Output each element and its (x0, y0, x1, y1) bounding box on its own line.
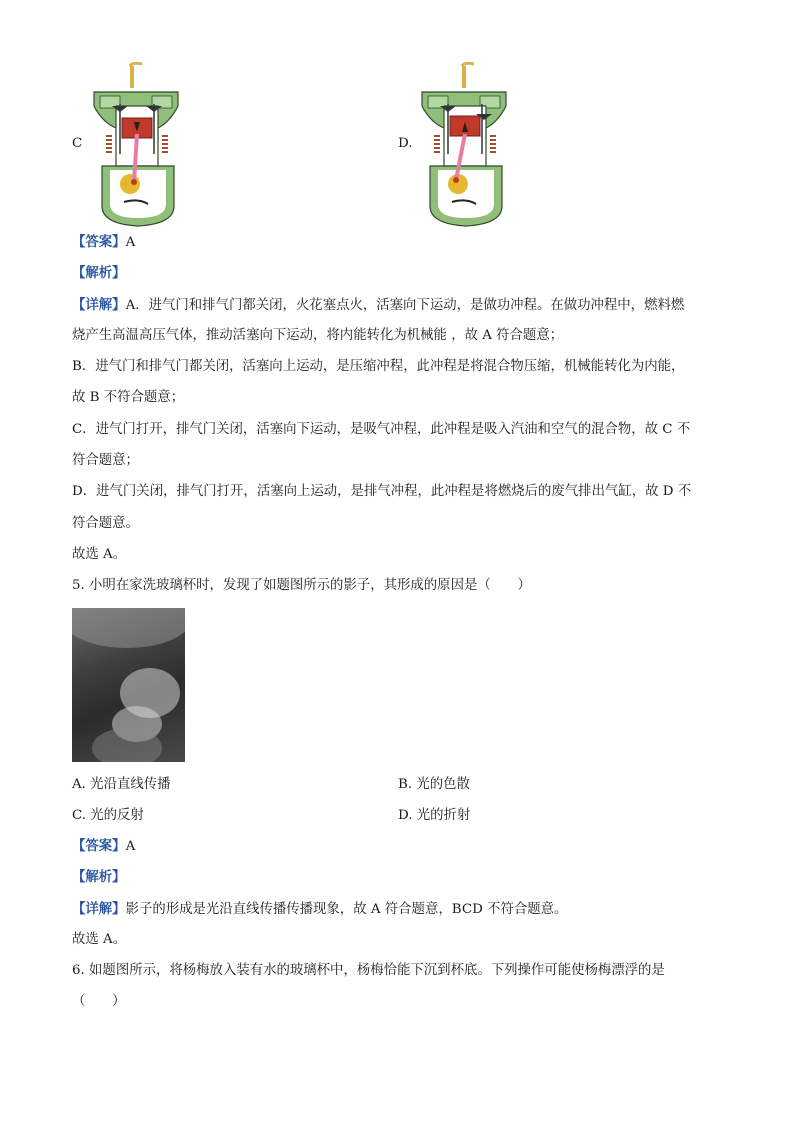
q4-text-line: D．进气门关闭，排气门打开，活塞向上运动，是排气冲程，此冲程是将燃烧后的废气排出气缸，故 D 不 (72, 484, 692, 499)
q4-answer-tag: 【答案】 (72, 234, 126, 250)
q5-answer-tag: 【答案】 (72, 838, 126, 854)
q4-conclusion: 故选 A。 (72, 547, 127, 562)
q6-stem-line2: （ ） (72, 994, 126, 1009)
q4-text-line: 符合题意； (72, 453, 139, 468)
q5-option-d: D. 光的折射 (398, 808, 471, 823)
q5-option-b: B. 光的色散 (398, 777, 470, 792)
q5-analysis-line (72, 867, 126, 888)
q5-detail-line (72, 899, 567, 920)
q4-text-line: 故 B 不符合题意； (72, 390, 185, 405)
q4-text-line: 符合题意。 (72, 516, 139, 531)
q4-detail-tag: 【详解】 (72, 297, 126, 313)
q5-detail-text: 影子的形成是光沿直线传播传播现象，故 A 符合题意，BCD 不符合题意。 (125, 902, 568, 917)
q4-answer-value: A (125, 235, 136, 250)
engine-diagram-c (90, 62, 186, 228)
q5-stem: 5. 小明在家洗玻璃杯时，发现了如题图所示的影子，其形成的原因是（ ） (72, 578, 531, 593)
q5-answer-value: A (125, 839, 136, 854)
glass-shadow-photo (72, 608, 185, 762)
q4-text-line: 烧产生高温高压气体，推动活塞向下运动，将内能转化为机械能 ，故 A 符合题意； (72, 328, 564, 343)
q4-analysis-line (72, 263, 126, 284)
q5-option-a: A. 光沿直线传播 (72, 777, 171, 792)
q4-text-line: A．进气门和排气门都关闭，火花塞点火，活塞向下运动，是做功冲程。在做功冲程中，燃料燃 (125, 298, 685, 313)
q5-detail-tag: 【详解】 (72, 901, 126, 917)
q4-analysis-tag: 【解析】 (72, 265, 126, 281)
q5-conclusion: 故选 A。 (72, 932, 127, 947)
engine-diagram-d (418, 62, 514, 228)
option-d-label: D. (398, 136, 413, 151)
q4-detail-line (72, 295, 684, 316)
q4-text-line: B．进气门和排气门都关闭，活塞向上运动，是压缩冲程，此冲程是将混合物压缩，机械能转化为内能， (72, 359, 685, 374)
q4-answer-line (72, 232, 135, 253)
q4-text-line: C．进气门打开，排气门关闭，活塞向下运动，是吸气冲程，此冲程是吸入汽油和空气的混合物，故 C 不 (72, 422, 691, 437)
q5-option-c: C. 光的反射 (72, 808, 144, 823)
q5-answer-line (72, 836, 135, 857)
q6-stem-line1: 6. 如题图所示，将杨梅放入装有水的玻璃杯中，杨梅恰能下沉到杯底。下列操作可能使杨梅漂浮的是 (72, 963, 665, 978)
option-c-label: C (72, 136, 83, 151)
q5-analysis-tag: 【解析】 (72, 869, 126, 885)
